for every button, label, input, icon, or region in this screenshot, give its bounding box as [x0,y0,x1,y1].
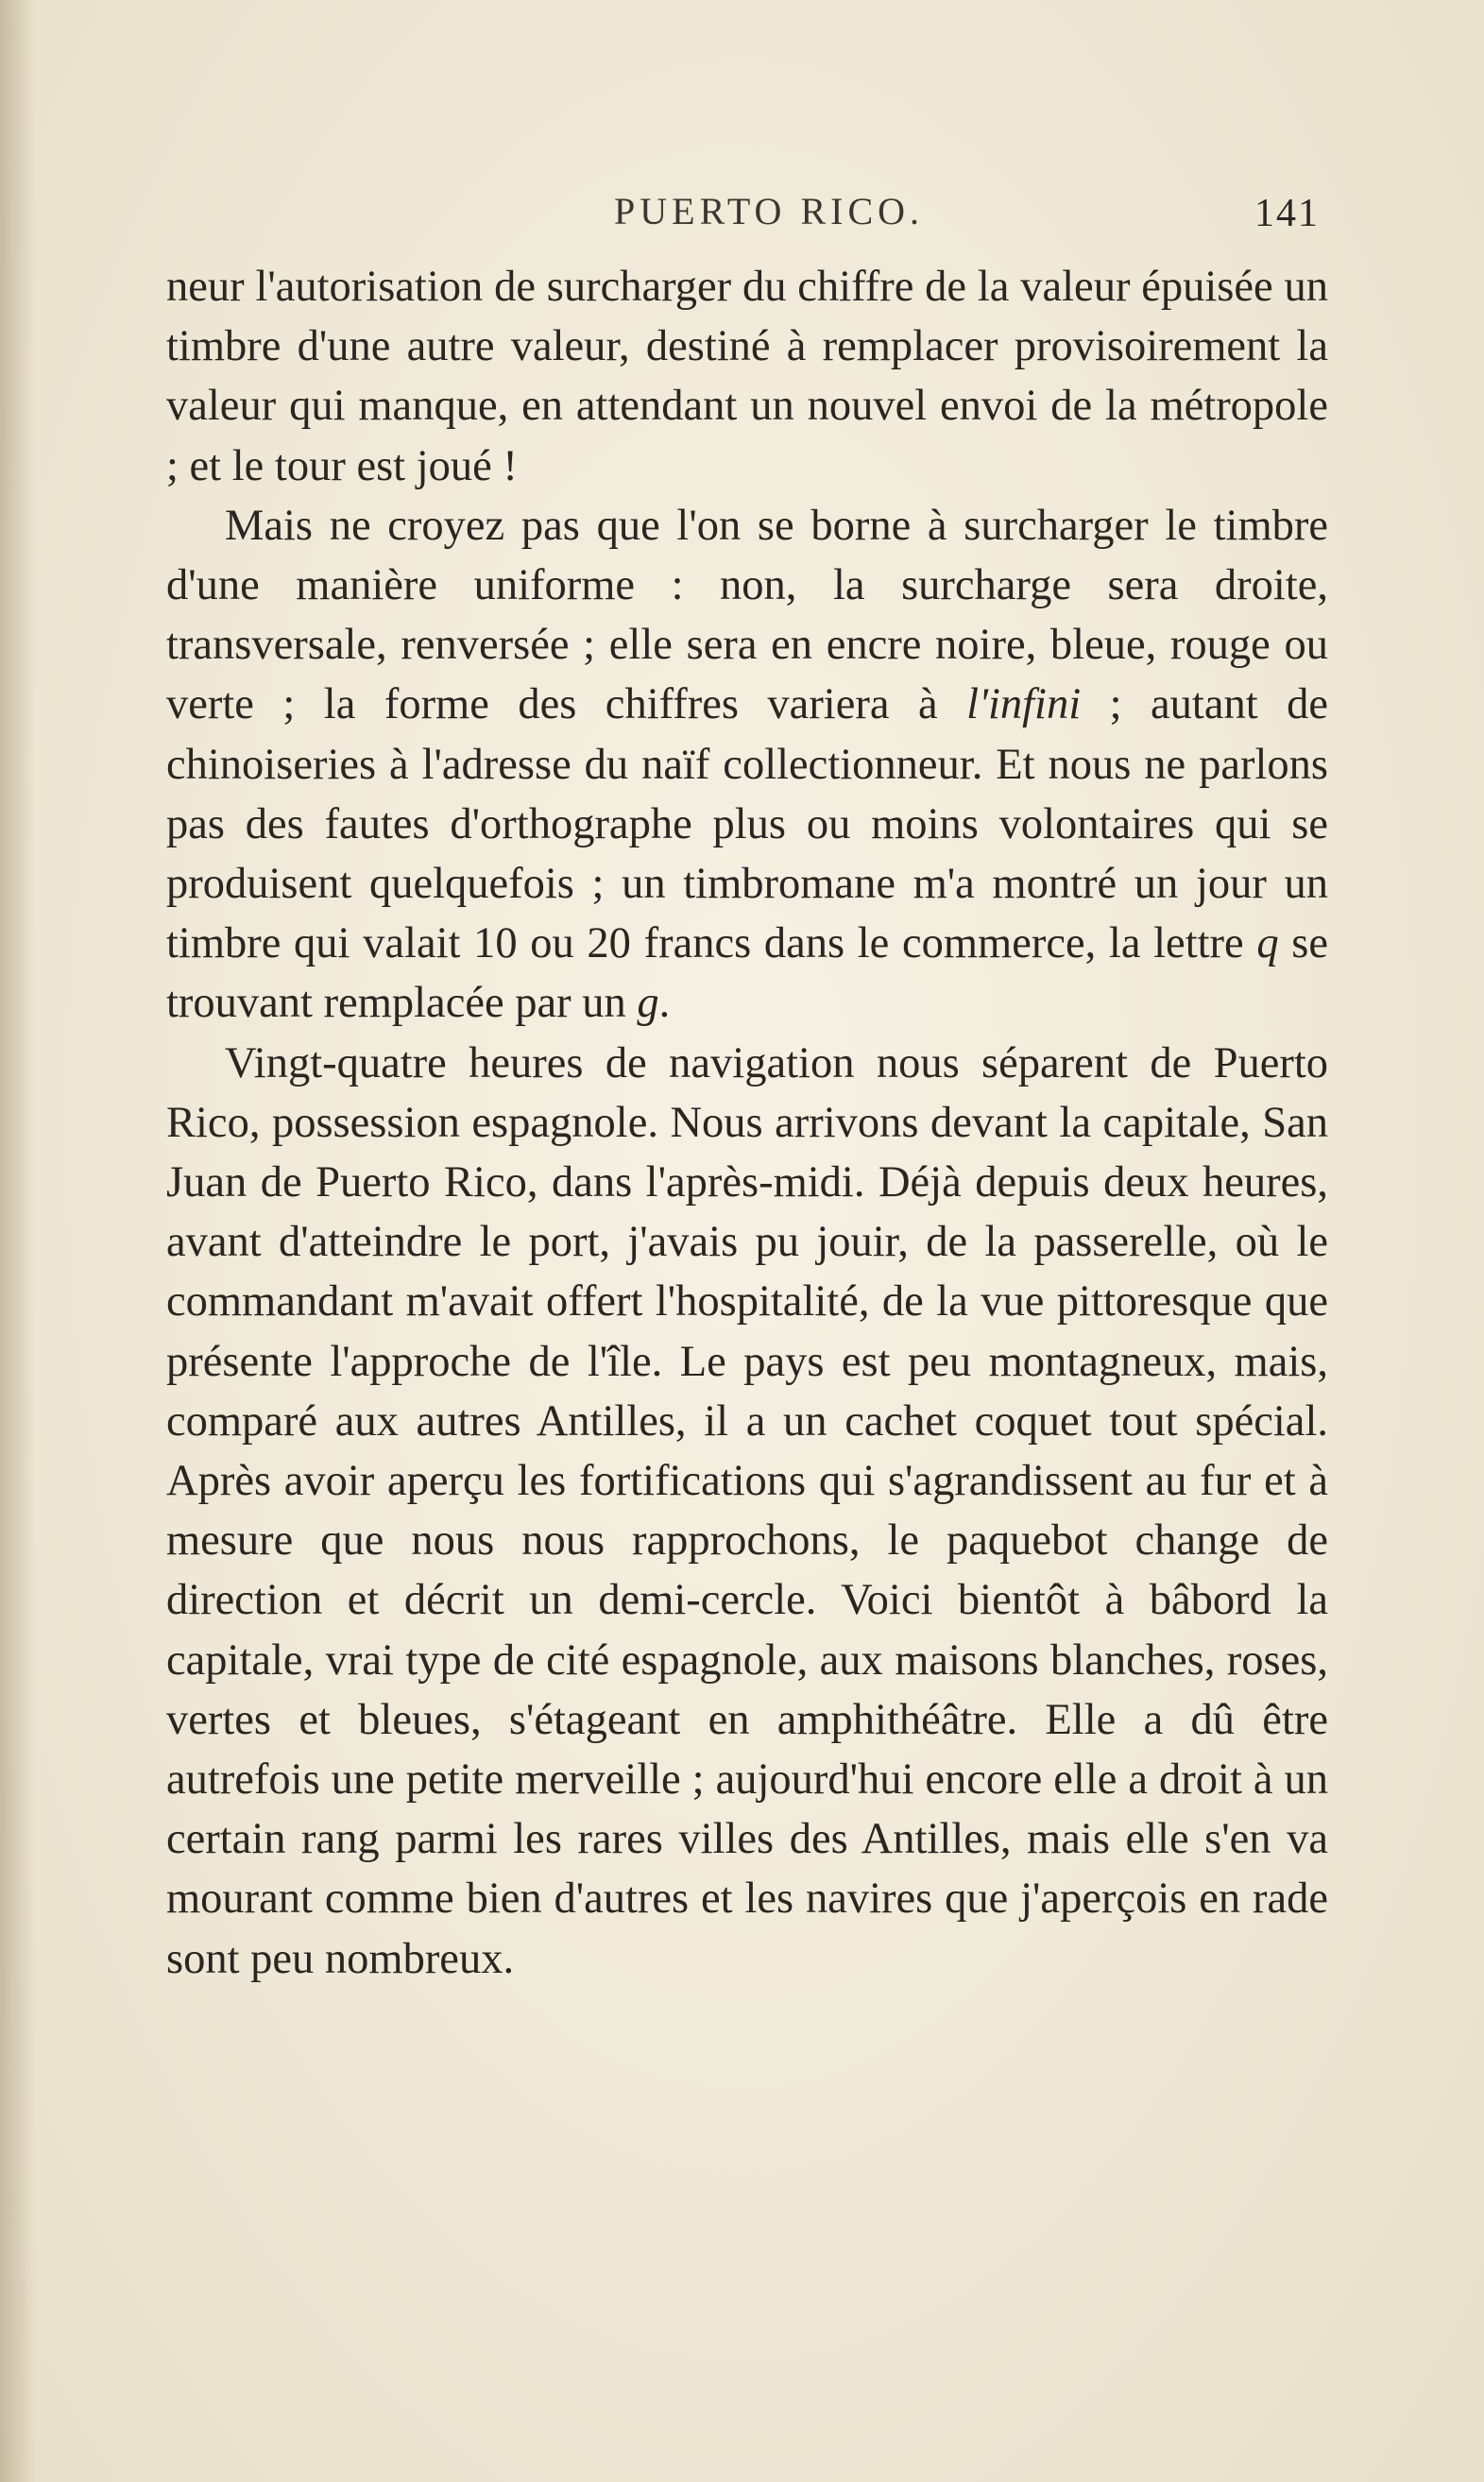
paragraph-2 [166,496,1328,1034]
running-title: PUERTO RICO. [614,190,925,232]
page-gutter-shadow [0,0,36,2482]
italic-infini: l'infini [966,680,1082,729]
italic-letter-q: q [1256,919,1279,968]
page-number: 141 [1254,192,1320,235]
paragraph-2-text-d: . [658,979,671,1028]
body-text [166,257,1328,1989]
paragraph-1-text: neur l'autorisation de surcharger du chiffre de la valeur épuisée un timbre d'une autre valeur, destiné à remplacer provisoirement la valeur qui manque, en attendant un nouvel envoi de la métropole ; et le tour est joué ! [166,263,1328,490]
italic-letter-g: g [637,979,659,1028]
paragraph-2-text-b: ; autant de chinoiseries à l'adresse du naïf collectionneur. Et nous ne parlons pas des fautes d'orthographe plus ou moins volontaires qui se produisent quelquefois ; un timbromane m'a montré un jour un timbre qui valait 10 ou 20 francs dans le commerce, la lettre [166,680,1328,968]
paragraph-2-text-a: Mais ne croyez pas que l'on se borne à surcharger le timbre d'une manière uniforme : non, la surcharge sera droite, transversale, renversée ; elle sera en encre noire, bleue, rouge ou verte ; la forme des chiffres variera à [166,501,1328,729]
paragraph-3-text: Vingt-quatre heures de navigation nous séparent de Puerto Rico, possession espagnole. Nous arrivons devant la capitale, San Juan de Puerto Rico, dans l'après-midi. Déjà depuis deux heures, avant d'atteindre le port, j'avais pu jouir, de la passerelle, où le commandant m'avait offert l'hospitalité, de la vue pittoresque que présente l'approche de l'île. Le pays est peu montagneux, mais, comparé aux autres Antilles, il a un cachet coquet tout spécial. Après avoir aperçu les fortifications qui s'agrandissent au fur et à mesure que nous nous rapprochons, le paquebot change de direction et décrit un demi-cercle. Voici bientôt à bâbord la capitale, vrai type de cité espagnole, aux maisons blanches, roses, vertes et bleues, s'étageant en amphithéâtre. Elle a dû être autrefois une petite merveille ; aujourd'hui encore elle a droit à un certain rang parmi les rares villes des Antilles, mais elle s'en va mourant comme bien d'autres et les navires que j'aperçois en rade sont peu nombreux. [166,1038,1328,1983]
paragraph-2-text-c: se trouvant remplacée par un [166,919,1328,1028]
paragraph-1 [166,257,1328,496]
paragraph-3 [166,1034,1328,1989]
